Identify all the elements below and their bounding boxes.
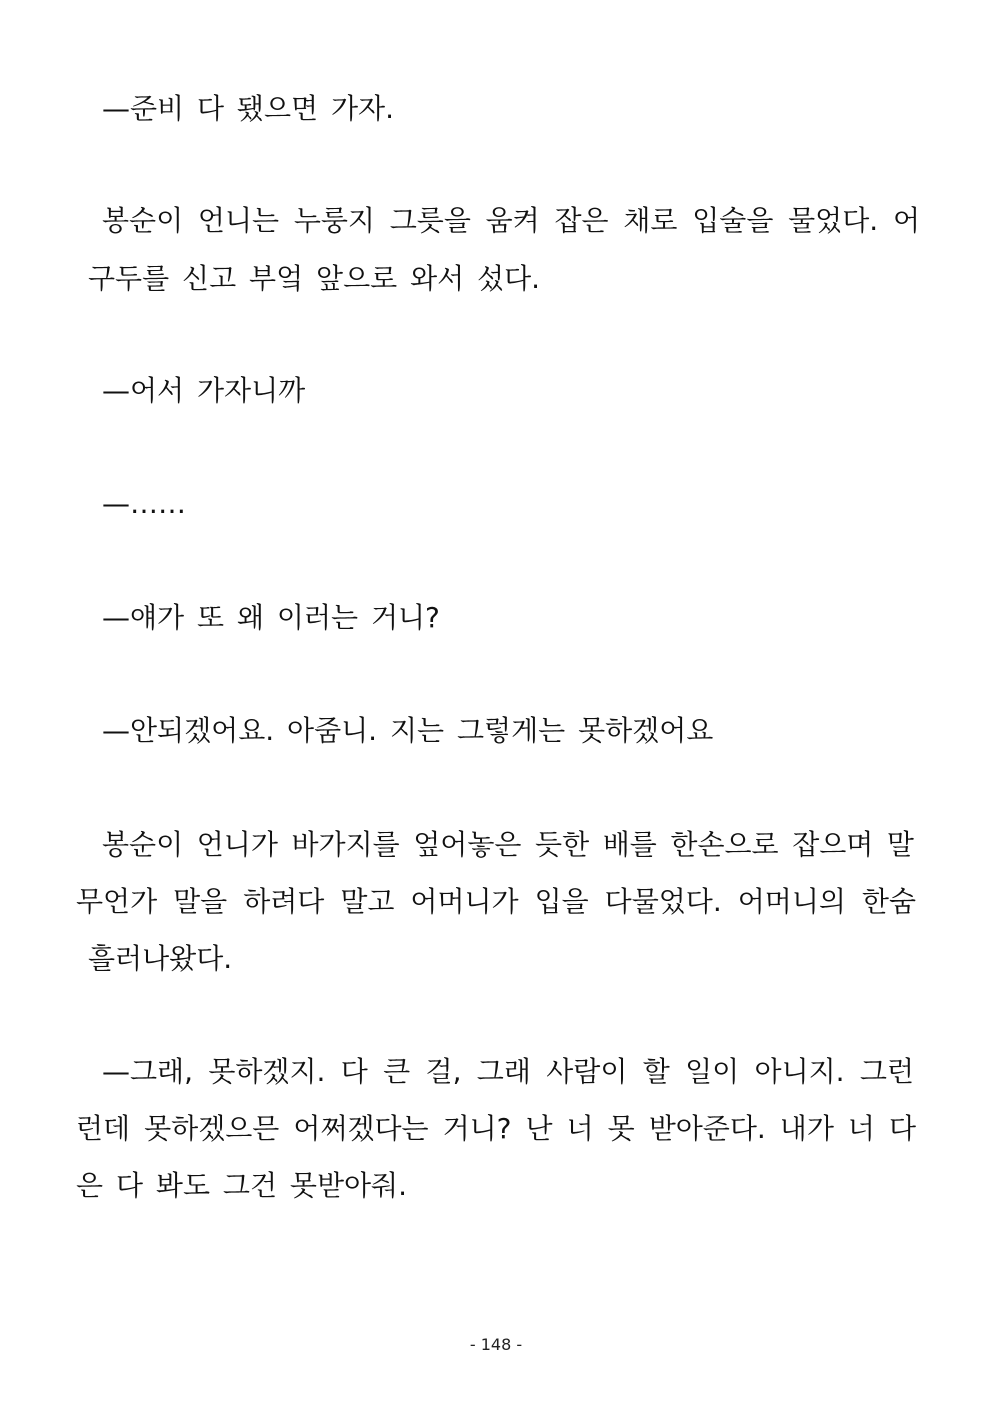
page-number: - 148 - — [469, 1335, 523, 1354]
paragraph-line: 무언가 말을 하려다 말고 어머니가 입을 다물었다. 어머니의 한숨 — [76, 885, 916, 918]
dialogue-line: —…… — [102, 487, 186, 520]
dialogue-line: —그래, 못하겠지. 다 큰 걸, 그래 사람이 할 일이 아니지. 그런 — [102, 1055, 914, 1088]
dialogue-line: 런데 못하겠으믄 어쩌겠다는 거니? 난 너 못 받아준다. 내가 너 다 — [76, 1112, 916, 1145]
dialogue-line: —준비 다 됐으면 가자. — [102, 92, 394, 125]
dialogue-line: —어서 가자니까 — [102, 374, 306, 407]
dialogue-line: —얘가 또 왜 이러는 거니? — [102, 601, 440, 634]
paragraph-line: 봉순이 언니가 바가지를 엎어놓은 듯한 배를 한손으로 잡으며 말 — [102, 828, 914, 861]
paragraph-line: 구두를 신고 부엌 앞으로 와서 섰다. — [88, 262, 541, 295]
paragraph-line: 봉순이 언니는 누룽지 그릇을 움켜 잡은 채로 입술을 물었다. 어 — [102, 204, 920, 237]
dialogue-line: 은 다 봐도 그건 못받아줘. — [76, 1169, 407, 1202]
paragraph-line: 흘러나왔다. — [88, 942, 233, 975]
dialogue-line: —안되겠어요. 아줌니. 지는 그렇게는 못하겠어요 — [102, 714, 714, 747]
